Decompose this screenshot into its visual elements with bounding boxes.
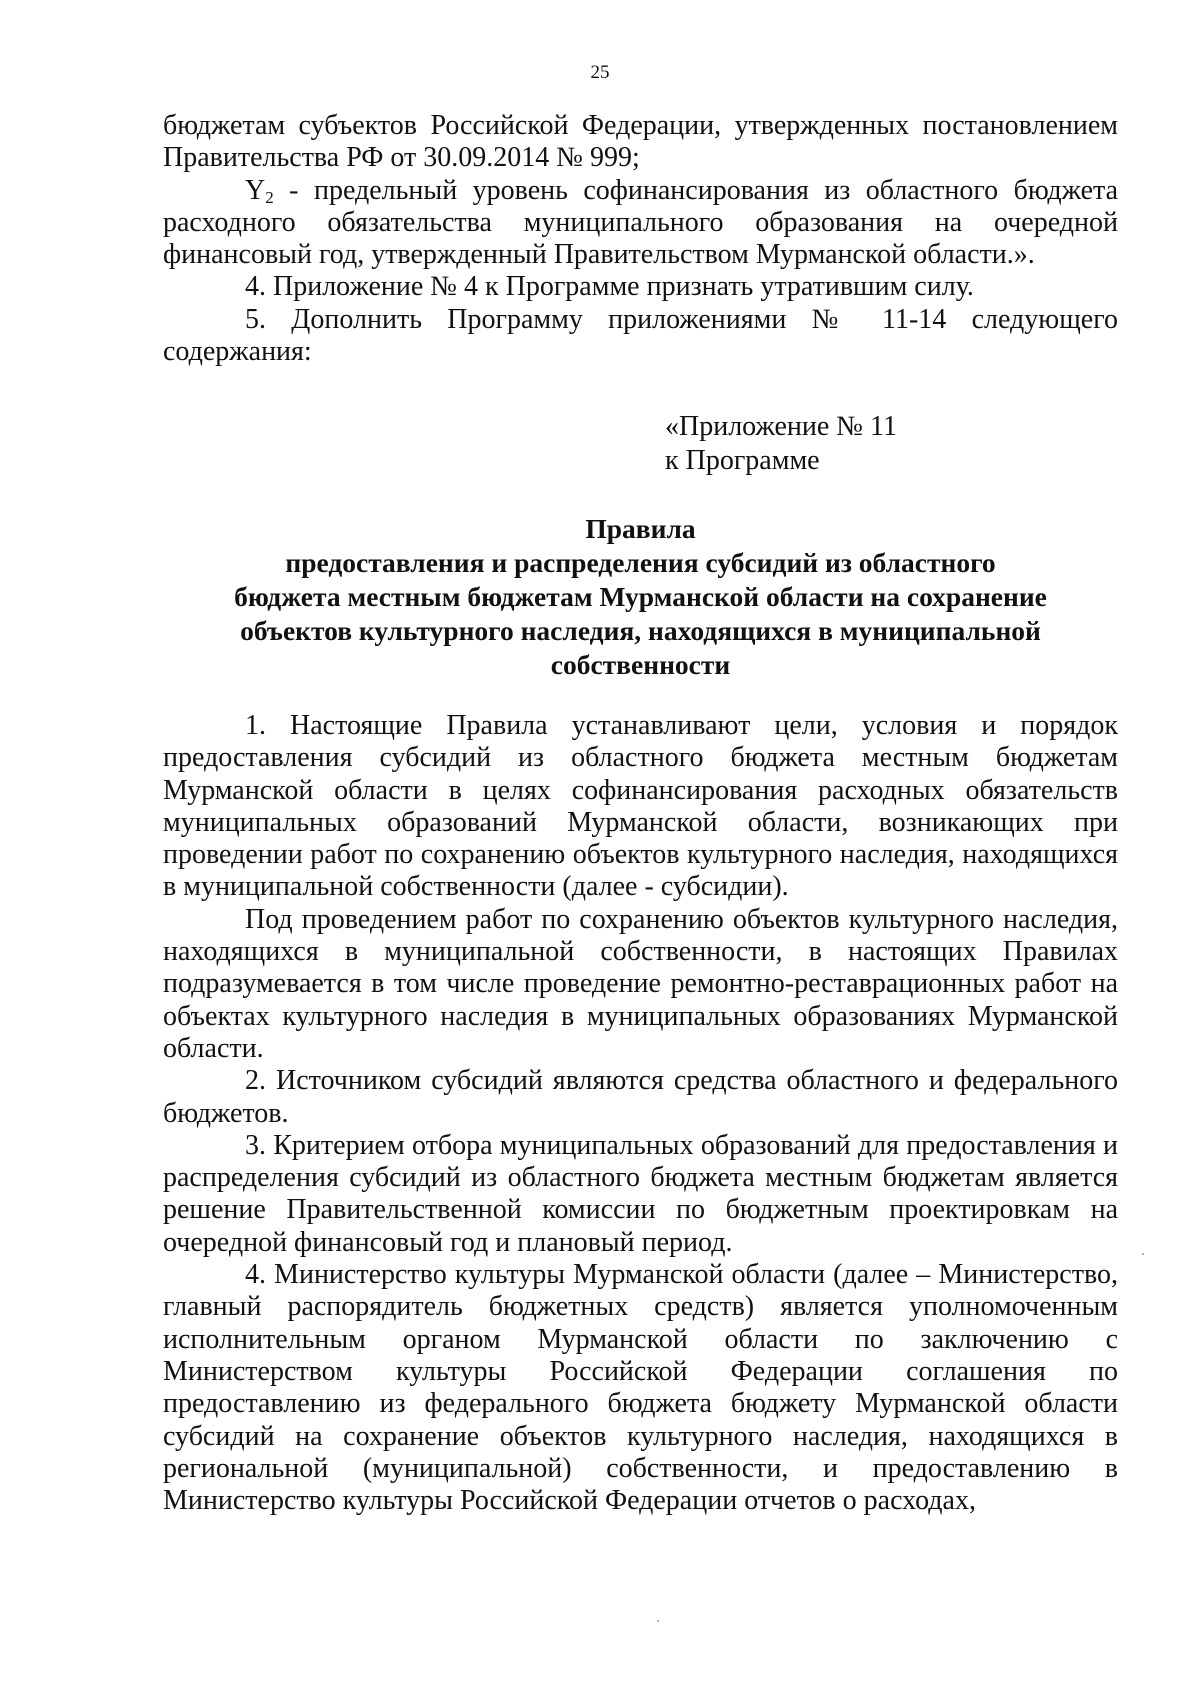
appendix-caption [665,410,897,478]
y-subscript: 2 [265,187,274,207]
y2-definition-text: - предельный уровень софинансирования из областного бюджета расходного обязательства муниципального образования на очередной финансовый год, утвержденный Правительством Мурманской области.». [163,174,1118,271]
rules-paragraph-1: 1. Настоящие Правила устанавливают цели, условия и порядок предоставления субсидий из областного бюджета местным бюджетам Мурманской области в целях софинансирования расходных обязательств муниципальных образований Мурманской области, возникающих при проведении работ по сохранению объектов культурного наследия, находящихся в муниципальной собственности (далее - субсидии). [163,710,1118,903]
rules-paragraph-2: Под проведением работ по сохранению объектов культурного наследия, находящихся в муниципальной собственности, в настоящих Правилах подразумевается в том числе проведение ремонтно-реставрационных работ на объектах культурного наследия в муниципальных образованиях Мурманской области. [163,903,1118,1064]
scan-speck [657,1620,659,1622]
page-number: 25 [590,62,610,83]
top-text-block [163,110,1118,368]
scan-speck [1142,1253,1144,1255]
rules-paragraph-5: 4. Министерство культуры Мурманской области (далее – Министерство, главный распорядитель бюджетных средств) является уполномоченным исполнительным органом Мурманской области по заключению с Министерством культуры Российской Федерации соглашения по предоставлению из федерального бюджета бюджету Мурманской области субсидий на сохранение объектов культурного наследия, находящихся в региональной (муниципальной) собственности, и предоставлению в Министерство культуры Российской Федерации отчетов о расходах, [163,1259,1118,1517]
appendix-caption-line1: «Приложение № 11 [665,411,897,442]
rules-paragraph-3: 2. Источником субсидий являются средства областного и федерального бюджетов. [163,1065,1118,1129]
paragraph-y2-definition [163,175,1118,272]
rules-body [163,710,1118,1517]
rules-title-line2: предоставления и распределения субсидий из областного [285,547,996,578]
rules-title-line4: объектов культурного наследия, находящихся в муниципальной [240,615,1041,646]
y-symbol: Y [245,174,266,206]
paragraph-continuation: бюджетам субъектов Российской Федерации, утвержденных постановлением Правительства РФ от 30.09.2014 № 999; [163,110,1118,174]
rules-paragraph-4: 3. Критерием отбора муниципальных образований для предоставления и распределения субсидий из областного бюджета местным бюджетам является решение Правительственной комиссии по бюджетным проектировкам на очередной финансовый год и плановый период. [163,1129,1118,1258]
paragraph-item-4: 4. Приложение № 4 к Программе признать утратившим силу. [245,271,974,303]
rules-title [163,512,1118,682]
rules-title-line1: Правила [585,513,696,544]
rules-title-line3: бюджета местным бюджетам Мурманской области на сохранение [234,581,1047,612]
appendix-caption-line2: к Программе [665,445,820,476]
rules-title-line5: собственности [550,649,731,680]
paragraph-item-5: 5. Дополнить Программу приложениями № 11-14 следующего содержания: [163,303,1118,368]
